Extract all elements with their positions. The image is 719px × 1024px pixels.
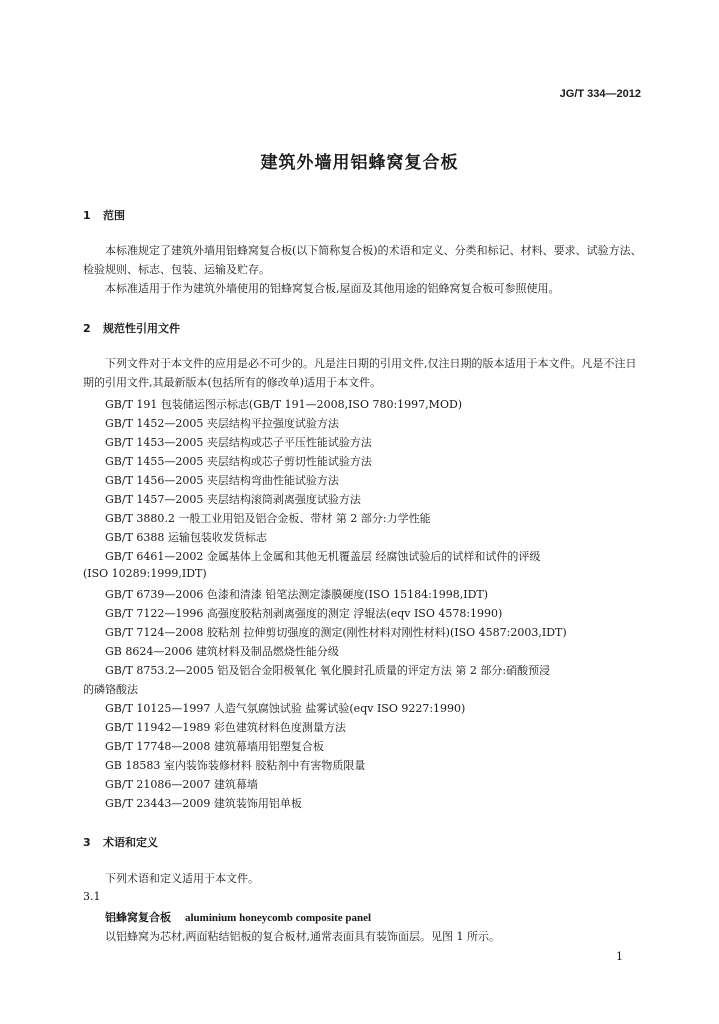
section-1-para-1: 本标准规定了建筑外墙用铝蜂窝复合板(以下简称复合板)的术语和定义、分类和标记、材料、要求、试验方法、检验规则、标志、包装、运输及贮存。 bbox=[83, 244, 642, 276]
section-2-title: 规范性引用文件 bbox=[103, 322, 180, 335]
reference-item: GB/T 8753.2—2005 铝及铝合金阳极氧化 氧化膜封孔质量的评定方法 第 2 部分:硝酸预浸 bbox=[105, 664, 551, 677]
reference-item: GB/T 1457—2005 夹层结构滚筒剥离强度试验方法 bbox=[105, 493, 361, 506]
reference-item: GB 18583 室内装饰装修材料 胶粘剂中有害物质限量 bbox=[105, 759, 366, 772]
reference-item: GB 8624—2006 建筑材料及制品燃烧性能分级 bbox=[105, 645, 339, 658]
reference-item: GB/T 1456—2005 夹层结构弯曲性能试验方法 bbox=[105, 474, 339, 487]
reference-item: GB/T 6461—2002 金属基体上金属和其他无机覆盖层 经腐蚀试验后的试样和试件的评级 bbox=[105, 550, 541, 563]
section-3-title: 术语和定义 bbox=[103, 836, 158, 849]
term-heading bbox=[105, 909, 371, 925]
section-2-heading bbox=[83, 320, 180, 336]
page-number: 1 bbox=[616, 950, 623, 963]
term-chinese: 铝蜂窝复合板 bbox=[105, 911, 171, 924]
reference-item-continuation: (ISO 10289:1999,IDT) bbox=[83, 567, 207, 580]
section-1-para-2: 本标准适用于作为建筑外墙使用的铝蜂窝复合板,屋面及其他用途的铝蜂窝复合板可参照使用。 bbox=[105, 282, 560, 295]
section-2-intro: 下列文件对于本文件的应用是必不可少的。凡是注日期的引用文件,仅注日期的版本适用于本文件。凡是不注日期的引用文件,其最新版本(包括所有的修改单)适用于本文件。 bbox=[83, 357, 637, 389]
reference-item-continuation: 的磷铬酸法 bbox=[83, 683, 138, 696]
reference-item: GB/T 1453—2005 夹层结构或芯子平压性能试验方法 bbox=[105, 436, 372, 449]
reference-item: GB/T 1455—2005 夹层结构或芯子剪切性能试验方法 bbox=[105, 455, 372, 468]
section-1-heading bbox=[83, 207, 125, 223]
section-3-heading bbox=[83, 834, 158, 850]
section-2-number: 2 bbox=[83, 322, 91, 335]
section-1-number: 1 bbox=[83, 209, 91, 222]
reference-item: GB/T 3880.2 一般工业用铝及铝合金板、带材 第 2 部分:力学性能 bbox=[105, 512, 431, 525]
reference-item: GB/T 11942—1989 彩色建筑材料色度测量方法 bbox=[105, 721, 346, 734]
section-3-intro: 下列术语和定义适用于本文件。 bbox=[105, 872, 259, 885]
reference-item: GB/T 21086—2007 建筑幕墙 bbox=[105, 778, 258, 791]
reference-item: GB/T 7124—2008 胶粘剂 拉伸剪切强度的测定(刚性材料对刚性材料)(ISO 4587:2003,IDT) bbox=[105, 626, 567, 639]
document-title: 建筑外墙用铝蜂窝复合板 bbox=[260, 153, 459, 173]
term-number: 3.1 bbox=[83, 890, 101, 903]
reference-item: GB/T 7122—1996 高强度胶粘剂剥离强度的测定 浮辊法(eqv ISO 4578:1990) bbox=[105, 607, 503, 620]
section-3-number: 3 bbox=[83, 836, 91, 849]
reference-item: GB/T 23443—2009 建筑装饰用铝单板 bbox=[105, 797, 302, 810]
standard-code: JG/T 334—2012 bbox=[559, 88, 641, 100]
reference-item: GB/T 1452—2005 夹层结构平拉强度试验方法 bbox=[105, 417, 339, 430]
reference-item: GB/T 10125—1997 人造气氛腐蚀试验 盐雾试验(eqv ISO 9227:1990) bbox=[105, 702, 466, 715]
reference-item: GB/T 17748—2008 建筑幕墙用铝塑复合板 bbox=[105, 740, 324, 753]
term-english: aluminium honeycomb composite panel bbox=[185, 912, 372, 924]
reference-item: GB/T 6388 运输包装收发货标志 bbox=[105, 531, 267, 544]
reference-item: GB/T 6739—2006 色漆和清漆 铅笔法测定漆膜硬度(ISO 15184:1998,IDT) bbox=[105, 588, 489, 601]
term-definition: 以铝蜂窝为芯材,两面粘结铝板的复合板材,通常表面具有装饰面层。见图 1 所示。 bbox=[105, 930, 500, 943]
reference-item: GB/T 191 包装储运图示标志(GB/T 191—2008,ISO 780:1997,MOD) bbox=[105, 398, 463, 411]
section-1-title: 范围 bbox=[103, 209, 125, 222]
